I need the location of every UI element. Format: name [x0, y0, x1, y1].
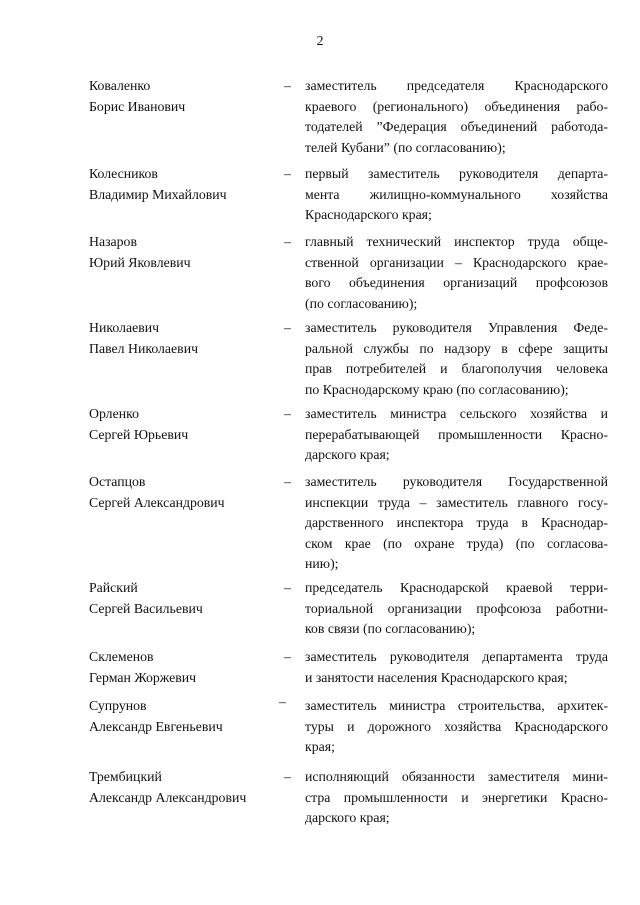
separator-dash: – [284, 320, 291, 335]
position-line: инспекции труда – заместитель главного госу- [305, 494, 608, 510]
position-line: (по согласованию); [305, 295, 418, 311]
position-line: ском крае (по охране труда) (по согласова- [305, 535, 608, 551]
member-surname: Супрунов [89, 698, 147, 713]
position-line: первый заместитель руководителя департа- [305, 166, 608, 181]
position-line: заместитель министра сельского хозяйства и [305, 406, 608, 421]
page-number: 2 [316, 34, 324, 49]
position-line: дарского края; [305, 810, 390, 825]
member-name [89, 767, 279, 808]
member-given-names: Сергей Александрович [89, 494, 225, 510]
position-line: вого объединения организаций профсоюзов [305, 275, 608, 290]
separator-dash: – [284, 769, 291, 784]
member-given-names: Александр Евгеньевич [89, 718, 223, 734]
position-line: дарского края; [305, 447, 390, 462]
member-surname: Райский [89, 580, 138, 595]
position-line: туры и дорожного хозяйства Краснодарского [305, 718, 608, 734]
member-name [89, 696, 279, 737]
position-line: края; [305, 739, 335, 754]
member-given-names: Борис Иванович [89, 98, 186, 114]
member-position [305, 232, 608, 314]
member-position [305, 578, 608, 640]
position-line: исполняющий обязанности заместителя мини- [305, 769, 608, 784]
separator-dash: – [284, 474, 291, 489]
member-name [89, 472, 279, 513]
position-line: ственной организации – Краснодарского крае- [305, 254, 608, 270]
member-name [89, 318, 279, 359]
member-position [305, 164, 608, 226]
separator-dash: – [284, 166, 291, 181]
member-name [89, 232, 279, 273]
position-line: председатель Краснодарской краевой терри- [305, 580, 608, 595]
member-given-names: Александр Александрович [89, 789, 247, 805]
separator-dash: – [284, 406, 291, 421]
member-position [305, 696, 608, 758]
member-name [89, 76, 279, 117]
separator-dash: – [284, 580, 291, 595]
position-line: Краснодарского края; [305, 207, 432, 222]
position-line: заместитель председателя Краснодарского [305, 78, 608, 93]
member-given-names: Герман Жоржевич [89, 669, 197, 685]
member-name [89, 164, 279, 205]
position-line: заместитель министра строительства, архитек- [305, 698, 608, 713]
member-position [305, 76, 608, 158]
member-surname: Коваленко [89, 78, 151, 93]
separator-dash: – [284, 78, 291, 93]
separator-dash: – [284, 234, 291, 249]
position-line: краевого (регионального) объединения рабо- [305, 98, 608, 114]
position-line: нию); [305, 556, 339, 571]
position-line: дарственного инспектора труда в Краснодар- [305, 515, 608, 530]
member-position [305, 318, 608, 400]
member-name [89, 404, 279, 445]
separator-dash: – [279, 694, 286, 709]
member-surname: Орленко [89, 406, 139, 421]
position-line: прав потребителей и благополучия человека [305, 361, 608, 376]
member-surname: Трембицкий [89, 769, 162, 784]
member-name [89, 578, 279, 619]
position-line: тодателей ”Федерация объединений работода- [305, 119, 608, 134]
separator-dash: – [284, 649, 291, 664]
member-given-names: Юрий Яковлевич [89, 254, 191, 270]
member-surname: Колесников [89, 166, 158, 181]
member-given-names: Павел Николаевич [89, 340, 199, 356]
position-line: мента жилищно-коммунального хозяйства [305, 186, 608, 202]
member-position [305, 404, 608, 466]
position-line: заместитель руководителя департамента труда [305, 649, 608, 664]
position-line: перерабатывающей промышленности Красно- [305, 426, 608, 442]
member-surname: Назаров [89, 234, 137, 249]
position-line: и занятости населения Краснодарского края; [305, 669, 568, 685]
position-line: заместитель руководителя Государственной [305, 474, 608, 489]
position-line: ториальной организации профсоюза работни- [305, 600, 608, 616]
position-line: заместитель руководителя Управления Федe- [305, 320, 608, 335]
position-line: главный технический инспектор труда обще- [305, 234, 608, 249]
position-line: по Краснодарскому краю (по согласованию); [305, 381, 569, 397]
member-given-names: Сергей Юрьевич [89, 426, 189, 442]
position-line: стра промышленности и энергетики Красно- [305, 789, 608, 805]
member-position [305, 472, 608, 575]
member-given-names: Владимир Михайлович [89, 186, 227, 202]
position-line: телей Кубани” (по согласованию); [305, 139, 506, 155]
position-line: ков связи (по согласованию); [305, 621, 476, 636]
member-surname: Остапцов [89, 474, 146, 489]
position-line: ральной службы по надзору в сфере защиты [305, 340, 608, 356]
member-given-names: Сергей Васильевич [89, 600, 203, 616]
member-position [305, 647, 608, 688]
member-position [305, 767, 608, 829]
member-name [89, 647, 279, 688]
member-surname: Николаевич [89, 320, 160, 335]
member-surname: Склеменов [89, 649, 154, 664]
